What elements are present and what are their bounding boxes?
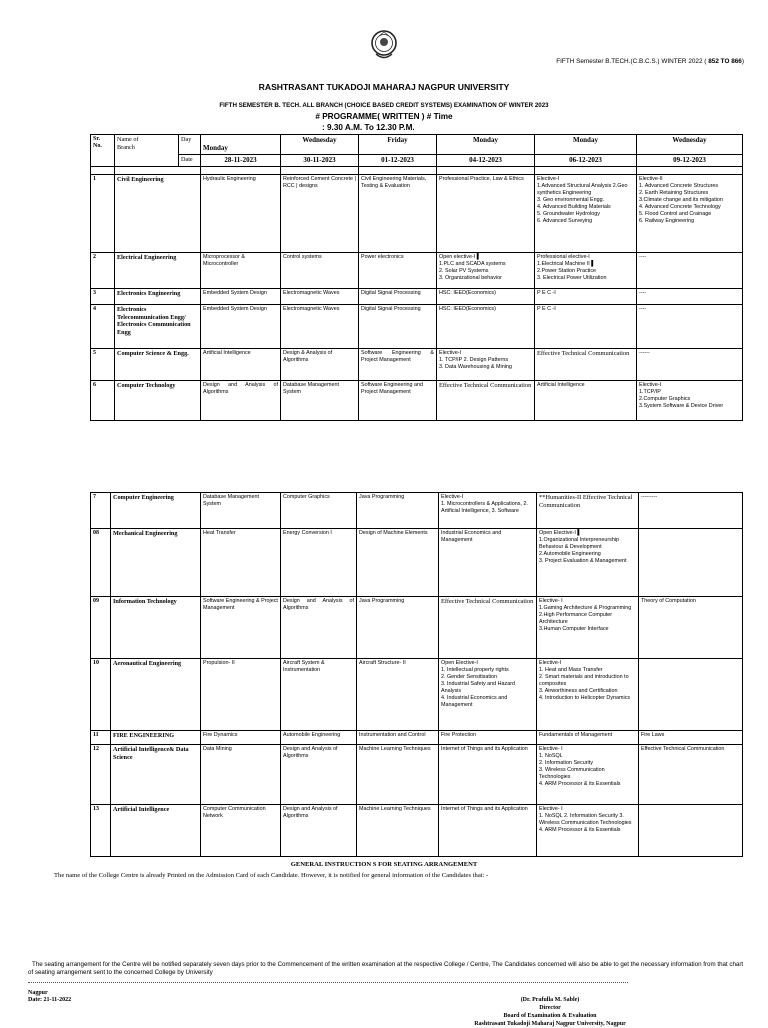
row-cell: Machine Learning Techniques bbox=[357, 805, 439, 857]
row-cell: Elective-I 1. TCP/IP 2. Design Patterns 3. Data Warehousing & Mining bbox=[437, 349, 535, 381]
row-cell: Elective- I 1. NoSQL 2. Information Security 3. Wireless Communication Technologies 4. ARM Processor & its Essentials bbox=[537, 745, 639, 805]
row-branch: Computer Science & Engg. bbox=[115, 349, 201, 381]
table1-date-row bbox=[91, 155, 743, 167]
row-cell: Industrial Economics and Management bbox=[439, 529, 537, 597]
row-sr: 3 bbox=[91, 289, 115, 305]
table-row bbox=[91, 493, 743, 529]
day-5: Monday bbox=[535, 135, 637, 155]
row-cell: Elective-I 1. Microcontrollers & Applications, 2. Artificial Intelligence, 3. Software bbox=[439, 493, 537, 529]
row-cell bbox=[639, 659, 743, 731]
row-cell: Artificial Intelligence bbox=[201, 349, 281, 381]
row-cell: HSC: IEED(Economics) bbox=[437, 305, 535, 349]
table-row bbox=[91, 289, 743, 305]
row-cell: Elective- I 1.Gaming Architecture & Programming 2.High Performance Computer Architecture 3.Human Computer Interface bbox=[537, 597, 639, 659]
signatory-title: Director bbox=[539, 1005, 561, 1011]
row-cell: Design and Analysis of Algorithms bbox=[281, 745, 357, 805]
row-cell: Heat Transfer bbox=[201, 529, 281, 597]
table-row bbox=[91, 659, 743, 731]
row-cell: Instrumentation and Control bbox=[357, 731, 439, 745]
date-6: 09-12-2023 bbox=[637, 155, 743, 167]
row-cell: HSC: IEED(Economics) bbox=[437, 289, 535, 305]
row-sr: 08 bbox=[91, 529, 111, 597]
row-branch: Information Technology bbox=[111, 597, 201, 659]
table-row bbox=[91, 253, 743, 289]
row-cell: Fundamentals of Management bbox=[537, 731, 639, 745]
row-branch: Electronics Engineering bbox=[115, 289, 201, 305]
signatory-org: Board of Examination & Evaluation bbox=[503, 1013, 597, 1019]
row-cell: Internet of Things and its Application bbox=[439, 805, 537, 857]
srno-header: Sr. No. bbox=[91, 135, 115, 167]
instructions-line1: The name of the College Centre is already Printed on the Admission Card of each Candidate. However, it is notified for general information of the Candidates that: - bbox=[54, 872, 489, 879]
row-sr: 7 bbox=[91, 493, 111, 529]
row-cell: Software Engineering & Project Management bbox=[201, 597, 281, 659]
row-cell: Digital Signal Processing bbox=[359, 289, 437, 305]
row-cell: Automobile Engineering bbox=[281, 731, 357, 745]
row-cell: Artificial Intelligence bbox=[535, 381, 637, 421]
row-cell: Internet of Things and its Application bbox=[439, 745, 537, 805]
day-label: Day bbox=[179, 135, 201, 155]
header-ref-prefix: FIFTH Semester B.TECH.(C.B.C.S.) WINTER 2022 ( bbox=[556, 58, 709, 65]
row-sr: 2 bbox=[91, 253, 115, 289]
row-cell: Electromagnetic Waves bbox=[281, 305, 359, 349]
row-cell: Java Programming bbox=[357, 597, 439, 659]
row-cell: ------ bbox=[637, 349, 743, 381]
table1-spacer-row bbox=[91, 167, 743, 175]
row-cell: Data Mining bbox=[201, 745, 281, 805]
row-cell: Theory of Computation bbox=[639, 597, 743, 659]
table-row bbox=[91, 381, 743, 421]
row-cell: Embedded System Design bbox=[201, 305, 281, 349]
row-cell: ---- bbox=[637, 253, 743, 289]
signatory-name: (Dr. Prafulla M. Sable) bbox=[520, 997, 580, 1003]
row-sr: 5 bbox=[91, 349, 115, 381]
row-cell: Elective- I 1. NoSQL 2. Information Security 3. Wireless Communication Technologies 4. ARM Processor & its Essentials bbox=[537, 805, 639, 857]
header-ref-range: 852 TO 866 bbox=[708, 58, 742, 65]
row-branch: FIRE ENGINEERING bbox=[111, 731, 201, 745]
dotted-divider bbox=[28, 982, 628, 983]
table1-day-row bbox=[91, 135, 743, 155]
table-row bbox=[91, 805, 743, 857]
date-1: 28-11-2023 bbox=[201, 155, 281, 167]
table-row bbox=[91, 731, 743, 745]
day-2: Wednesday bbox=[281, 135, 359, 155]
table-row bbox=[91, 745, 743, 805]
header-reference bbox=[556, 58, 744, 65]
row-cell: P E C -I bbox=[535, 289, 637, 305]
row-branch: Computer Technology bbox=[115, 381, 201, 421]
place: Nagpur bbox=[28, 990, 48, 996]
row-cell: Database Management System bbox=[201, 493, 281, 529]
row-cell: Hydraulic Engineering bbox=[201, 175, 281, 253]
date-2: 30-11-2023 bbox=[281, 155, 359, 167]
row-cell: Database Management System bbox=[281, 381, 359, 421]
row-branch: Artificial Intelligence& Data Science bbox=[111, 745, 201, 805]
day-1: Monday bbox=[201, 135, 281, 155]
instructions-para2: The seating arrangement for the Centre will be notified separately seven days prior to the Commencement of the written examination at the respective College / Centre, The Candidates concerned will also be able to get the necessary information from that chart of seating arrangement sent to the concerned College by University bbox=[28, 961, 744, 976]
row-branch: Aeronautical Engineering bbox=[111, 659, 201, 731]
row-branch: Civil Engineering bbox=[115, 175, 201, 253]
row-cell: Design and Analysis of Algorithms bbox=[281, 805, 357, 857]
row-cell: Design of Machine Elements bbox=[357, 529, 439, 597]
header-ref-suffix: ) bbox=[741, 58, 744, 65]
row-sr: 4 bbox=[91, 305, 115, 349]
row-cell: Reinforced Cement Concrete | RCC | designs bbox=[281, 175, 359, 253]
row-cell: Effective Technical Communication bbox=[437, 381, 535, 421]
row-cell: Software Engineering and Project Management bbox=[359, 381, 437, 421]
exam-title: FIFTH SEMESTER B. TECH. ALL BRANCH (CHOICE BASED CREDIT SYSTEMS) EXAMINATION OF WINTER 2023 bbox=[219, 102, 549, 109]
row-sr: 6 bbox=[91, 381, 115, 421]
row-cell: Elective-I 1. Heat and Mass Transfer 2. Smart materials and introduction to composites 3. Airworthiness and Certification 4. Introduction to Helicopter Dynamics bbox=[537, 659, 639, 731]
row-cell: Professional elective-I 1.Electrical Machine II ▌ 2.Power Station Practice 3. Electrical Power Utilization bbox=[535, 253, 637, 289]
row-cell: Fire Laws bbox=[639, 731, 743, 745]
signatory-univ: Rashtrasant Tukadoji Maharaj Nagpur University, Nagpur bbox=[474, 1021, 626, 1027]
row-cell: Open elective-I ▌ 1.PLC and SCADA systems 2. Solar PV Systems 3. Organizational behavior bbox=[437, 253, 535, 289]
row-cell: Effective Technical Communication bbox=[439, 597, 537, 659]
row-cell: Machine Learning Techniques bbox=[357, 745, 439, 805]
branch-header: Name of Branch bbox=[115, 135, 179, 167]
row-cell: Design & Analysis of Algorithms bbox=[281, 349, 359, 381]
row-cell: Elective-II 1. Advanced Concrete Structures 2. Earth Retaining Structures 3.Climate change and its mitigation 4. Advanced Concrete Technology 5. Flood Control and Crainage 6. Railway Engineering bbox=[637, 175, 743, 253]
day-4: Monday bbox=[437, 135, 535, 155]
row-cell: ---- bbox=[637, 305, 743, 349]
row-cell: Electromagnetic Waves bbox=[281, 289, 359, 305]
row-cell: P E C -I bbox=[535, 305, 637, 349]
university-emblem bbox=[370, 28, 398, 62]
row-sr: 11 bbox=[91, 731, 111, 745]
row-cell: Civil Engineering Materials, Testing & Evaluation bbox=[359, 175, 437, 253]
table-row bbox=[91, 175, 743, 253]
instructions-title: GENERAL INSTRUCTION S FOR SEATING ARRANGEMENT bbox=[290, 861, 478, 868]
exam-time: : 9.30 A.M. To 12.30 P.M. bbox=[322, 123, 415, 132]
row-branch: Electrical Engineering bbox=[115, 253, 201, 289]
row-cell: Power electronics bbox=[359, 253, 437, 289]
row-cell: Computer Communication Network bbox=[201, 805, 281, 857]
table-row bbox=[91, 305, 743, 349]
day-3: Friday bbox=[359, 135, 437, 155]
row-cell: Computer Graphics bbox=[281, 493, 357, 529]
row-sr: 1 bbox=[91, 175, 115, 253]
date-3: 01-12-2023 bbox=[359, 155, 437, 167]
row-cell: **Humanities-II Effective Technical Communication bbox=[537, 493, 639, 529]
table-row bbox=[91, 349, 743, 381]
row-cell: Software Engineering & Project Management bbox=[359, 349, 437, 381]
row-branch: Mechanical Engineering bbox=[111, 529, 201, 597]
row-cell: Effective Technical Communication bbox=[639, 745, 743, 805]
signature-block bbox=[440, 996, 660, 1028]
day-6: Wednesday bbox=[637, 135, 743, 155]
row-cell: Control systems bbox=[281, 253, 359, 289]
row-cell: ---- bbox=[637, 289, 743, 305]
row-sr: 09 bbox=[91, 597, 111, 659]
row-branch: Electronics Telecommunication Engg/ Electronics Communication Engg bbox=[115, 305, 201, 349]
row-cell: Effective Technical Communication bbox=[535, 349, 637, 381]
row-branch: Computer Engineering bbox=[111, 493, 201, 529]
table-row bbox=[91, 597, 743, 659]
row-cell: Elective-I 1.Advanced Structural Analysis 2.Geo synthetics Engineering 3. Geo environmental Engg. 4. Advanced Building Materials 5. Groundwater Hydrology 6. Advanced Surveying bbox=[535, 175, 637, 253]
row-cell: Professional Practice, Law & Ethics bbox=[437, 175, 535, 253]
row-cell: Fire Dynamics bbox=[201, 731, 281, 745]
row-cell: Propulsion- II bbox=[201, 659, 281, 731]
row-cell: Design and Analysis of Algorithms bbox=[281, 597, 357, 659]
row-cell: Fire Protection bbox=[439, 731, 537, 745]
row-branch: Artificial Intelligence bbox=[111, 805, 201, 857]
timetable-2 bbox=[90, 492, 743, 857]
row-cell: Elective-I 1.TCP/IP 2.Computer Graphics 3.System Software & Device Driver bbox=[637, 381, 743, 421]
row-cell: Digital Signal Processing bbox=[359, 305, 437, 349]
row-cell: Java Programming bbox=[357, 493, 439, 529]
row-cell: Microprocessor & Microcontroller bbox=[201, 253, 281, 289]
row-cell: Energy Conversion I bbox=[281, 529, 357, 597]
row-cell: --------- bbox=[639, 493, 743, 529]
timetable-1 bbox=[90, 134, 743, 421]
row-cell: Open Elective-I 1. Intellectual property rights 2. Gender Sensitisation 3. Industrial Safety and Hazard Analysis 4. Industrial Economics and Management bbox=[439, 659, 537, 731]
row-cell bbox=[639, 805, 743, 857]
programme-heading: # PROGRAMME( WRITTEN ) # Time bbox=[315, 112, 453, 121]
row-cell: Open Elective-I ▌ 1.Organizational Interpreneurship Behaviour & Development 2.Automobile Engineering 3. Project Evaluation & Management bbox=[537, 529, 639, 597]
row-cell bbox=[639, 529, 743, 597]
row-sr: 12 bbox=[91, 745, 111, 805]
date-4: 04-12-2023 bbox=[437, 155, 535, 167]
university-name: RASHTRASANT TUKADOJI MAHARAJ NAGPUR UNIVERSITY bbox=[258, 82, 510, 92]
row-cell: Aircraft System & Instrumentation bbox=[281, 659, 357, 731]
row-sr: 10 bbox=[91, 659, 111, 731]
row-cell: Design and Analysis of Algorithms bbox=[201, 381, 281, 421]
table-row bbox=[91, 529, 743, 597]
row-cell: Embedded System Design bbox=[201, 289, 281, 305]
row-sr: 13 bbox=[91, 805, 111, 857]
date-label: Date bbox=[179, 155, 201, 167]
row-cell: Aircraft Structure- II bbox=[357, 659, 439, 731]
issue-date: Date: 21-11-2022 bbox=[28, 997, 72, 1003]
date-5: 06-12-2023 bbox=[535, 155, 637, 167]
